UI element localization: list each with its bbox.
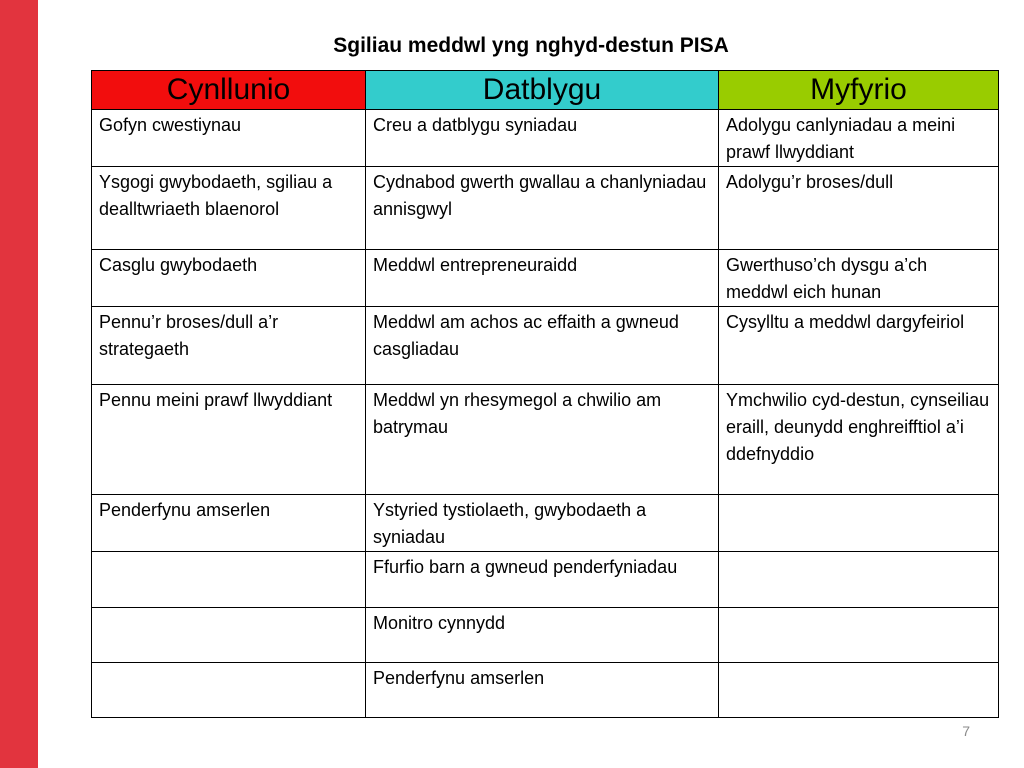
header-row	[92, 71, 999, 110]
page-number: 7	[962, 723, 970, 739]
table-cell: Creu a datblygu syniadau	[366, 110, 719, 167]
table-row	[92, 495, 999, 552]
table-cell: Meddwl entrepreneuraidd	[366, 250, 719, 307]
table-cell: Monitro cynnydd	[366, 608, 719, 663]
table-cell: Ffurfio barn a gwneud penderfyniadau	[366, 552, 719, 608]
table-cell: Adolygu’r broses/dull	[719, 167, 999, 250]
table-cell: Gofyn cwestiynau	[92, 110, 366, 167]
table-cell	[719, 663, 999, 718]
table-cell: Gwerthuso’ch dysgu a’ch meddwl eich hunan	[719, 250, 999, 307]
table-cell: Adolygu canlyniadau a meini prawf llwyddiant	[719, 110, 999, 167]
header-datblygu: Datblygu	[366, 71, 719, 110]
table-row	[92, 250, 999, 307]
table-cell	[719, 608, 999, 663]
table-cell: Pennu’r broses/dull a’r strategaeth	[92, 307, 366, 385]
header-cynllunio: Cynllunio	[92, 71, 366, 110]
table-row	[92, 307, 999, 385]
table-cell	[92, 663, 366, 718]
table-cell: Meddwl am achos ac effaith a gwneud casgliadau	[366, 307, 719, 385]
header-myfyrio: Myfyrio	[719, 71, 999, 110]
left-accent-bar	[0, 0, 38, 768]
table-cell: Casglu gwybodaeth	[92, 250, 366, 307]
table-cell: Cydnabod gwerth gwallau a chanlyniadau annisgwyl	[366, 167, 719, 250]
table-row	[92, 167, 999, 250]
skills-table	[91, 70, 999, 718]
table-cell: Penderfynu amserlen	[366, 663, 719, 718]
table-row	[92, 663, 999, 718]
table-cell	[719, 495, 999, 552]
table-cell: Cysylltu a meddwl dargyfeiriol	[719, 307, 999, 385]
table-cell	[92, 608, 366, 663]
table-cell	[719, 552, 999, 608]
table-cell: Pennu meini prawf llwyddiant	[92, 385, 366, 495]
table-cell: Penderfynu amserlen	[92, 495, 366, 552]
table-cell	[92, 552, 366, 608]
table-row	[92, 110, 999, 167]
table-row	[92, 608, 999, 663]
table-cell: Meddwl yn rhesymegol a chwilio am batrymau	[366, 385, 719, 495]
table-cell: Ymchwilio cyd-destun, cynseiliau eraill, deunydd enghreifftiol a’i ddefnyddio	[719, 385, 999, 495]
table-row	[92, 385, 999, 495]
slide-title: Sgiliau meddwl yng nghyd-destun PISA	[333, 34, 729, 57]
table-row	[92, 552, 999, 608]
table-cell: Ysgogi gwybodaeth, sgiliau a dealltwriaeth blaenorol	[92, 167, 366, 250]
table-cell: Ystyried tystiolaeth, gwybodaeth a syniadau	[366, 495, 719, 552]
